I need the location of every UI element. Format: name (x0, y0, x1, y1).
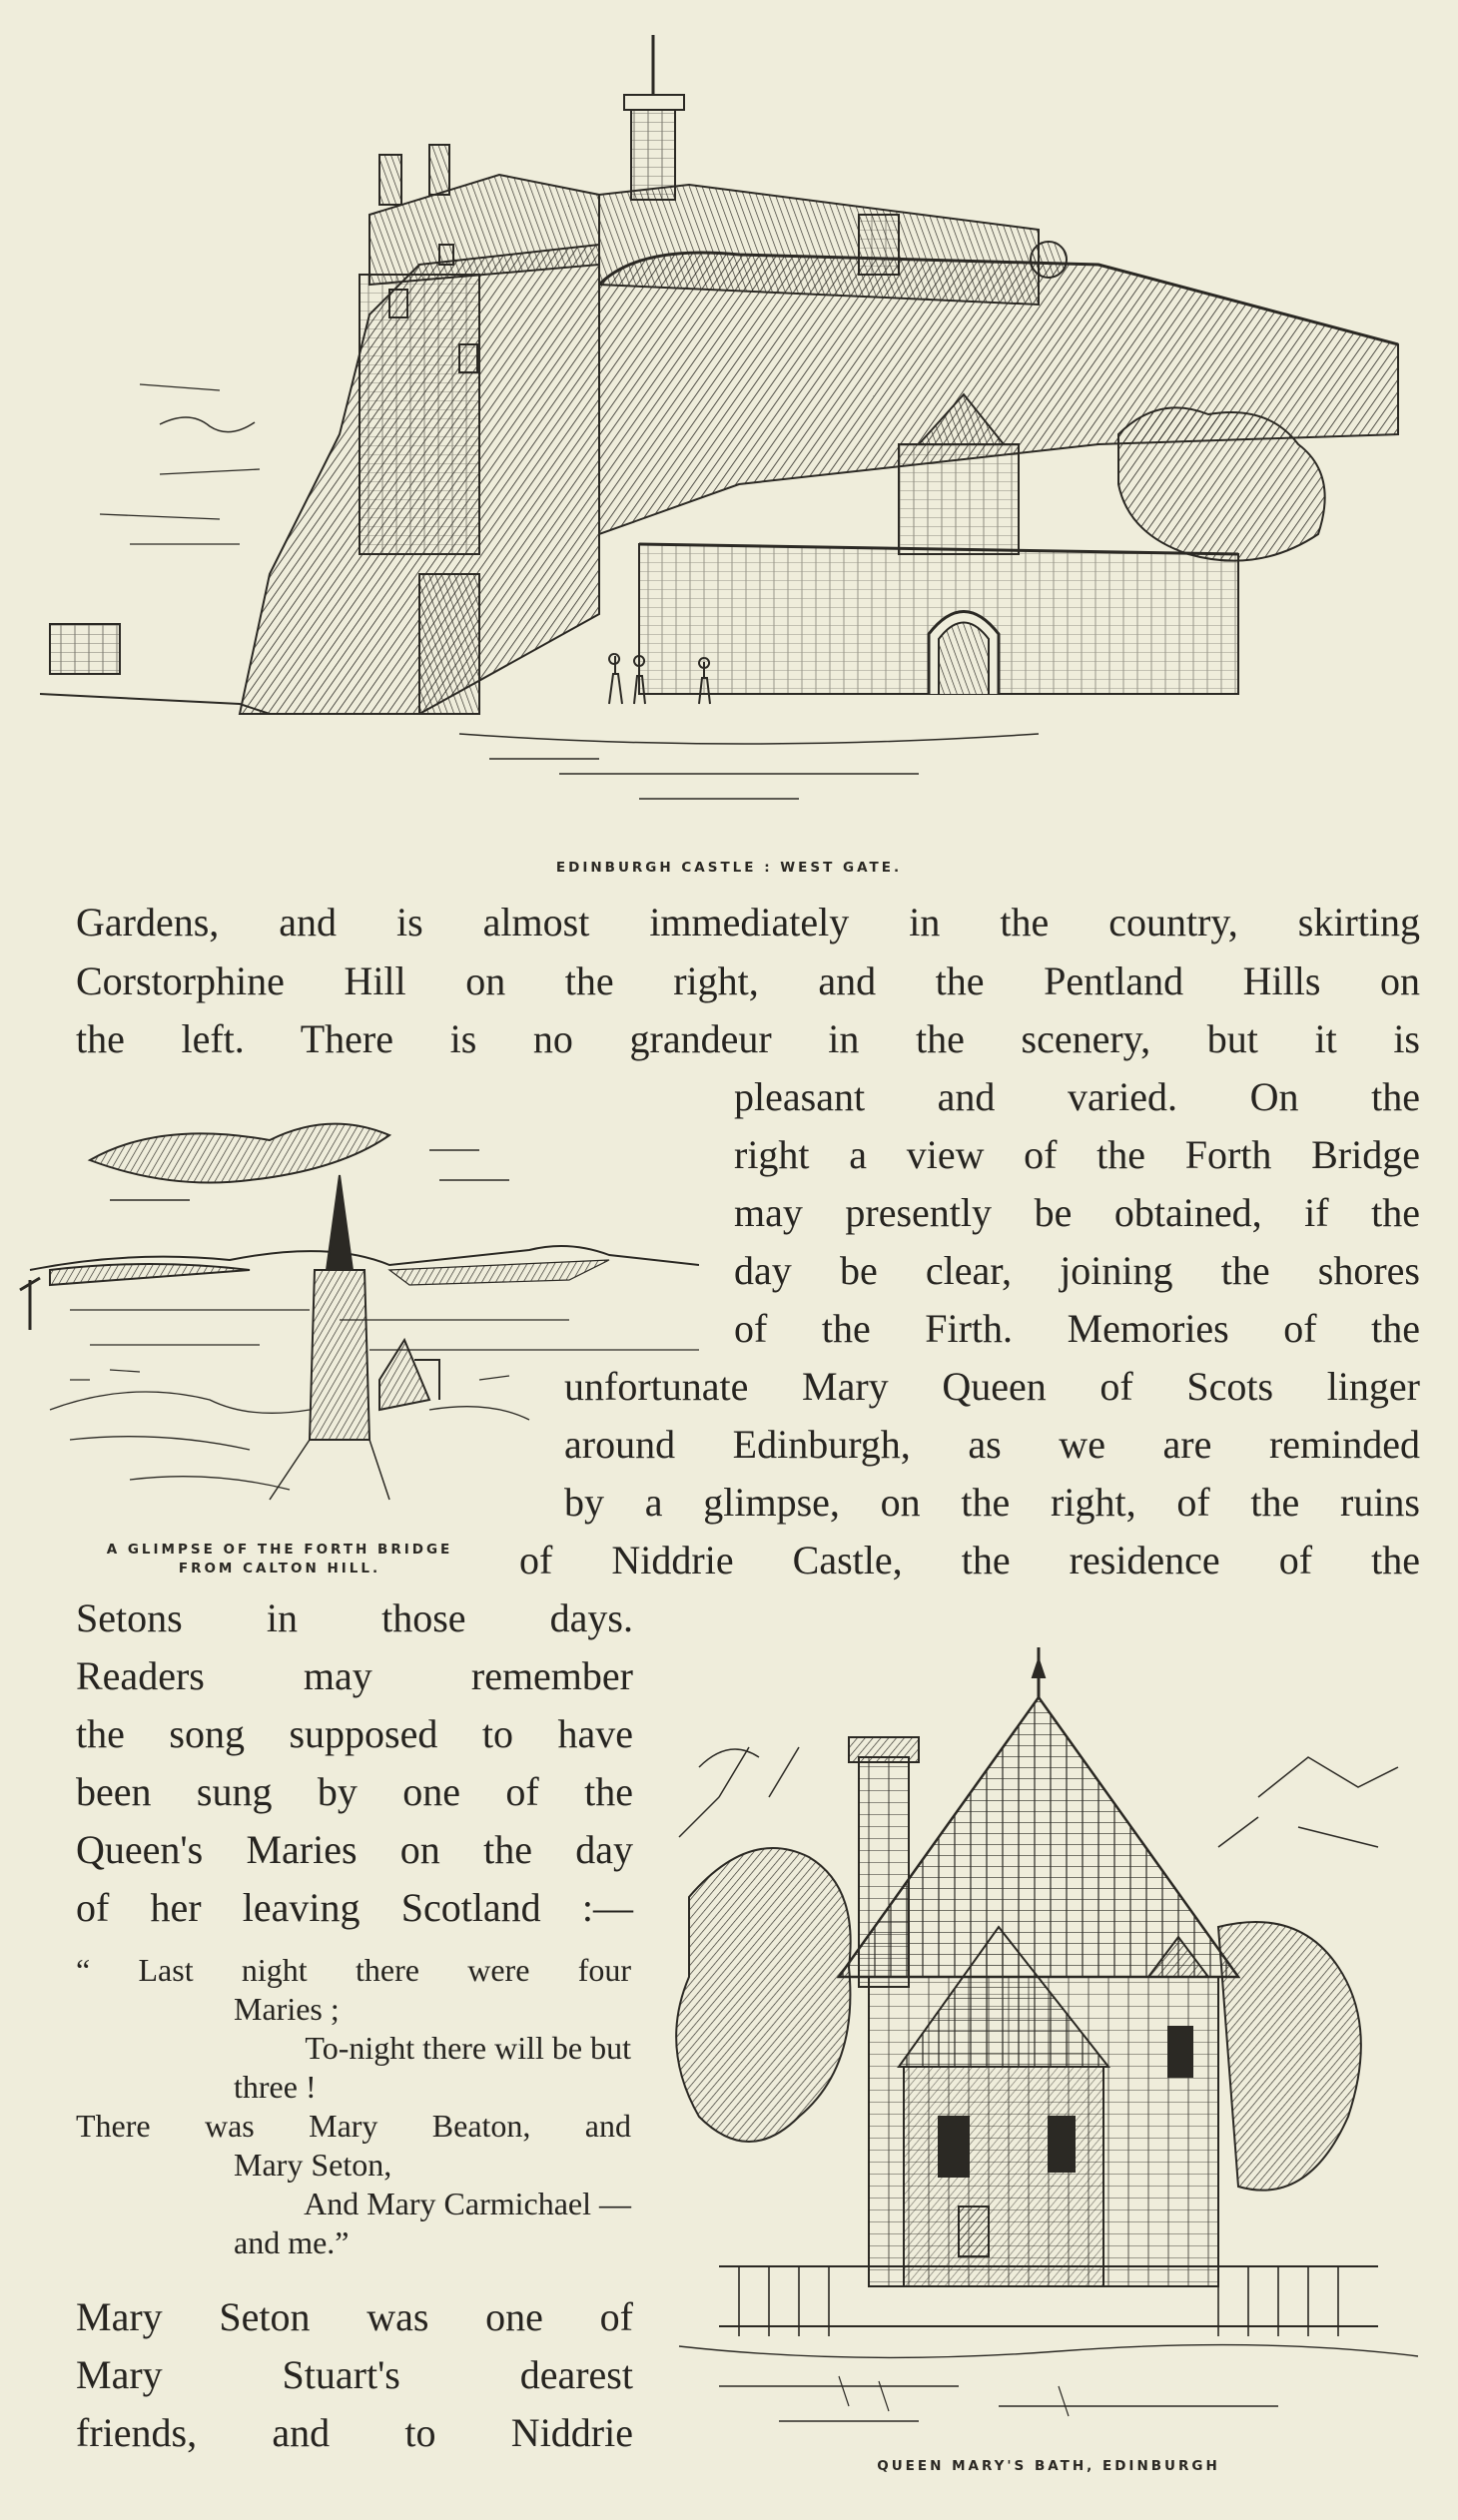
poem-line: To-night there will be but (305, 2030, 631, 2066)
text-line: the left. There is no grandeur in the scenery, but it is (76, 1016, 1420, 1061)
forth-bridge-caption-line1: A GLIMPSE OF THE FORTH BRIDGE (106, 1542, 453, 1558)
poem-line: There was Mary Beaton, and (76, 2108, 631, 2144)
text-line: Queen's Maries on the day (76, 1827, 633, 1872)
text-line: of Niddrie Castle, the residence of the (519, 1538, 1420, 1582)
forth-bridge-caption-line2: FROM CALTON HILL. (178, 1561, 381, 1576)
queen-marys-bath-drawing (659, 1647, 1438, 2436)
text-line: been sung by one of the (76, 1769, 633, 1814)
text-line: Corstorphine Hill on the right, and the Pentland Hills on (76, 958, 1420, 1003)
castle-illustration (40, 15, 1428, 814)
castle-drawing (40, 15, 1428, 814)
text-line: the song supposed to have (76, 1711, 633, 1756)
text-line: pleasant and varied. On the (734, 1074, 1420, 1119)
forth-bridge-caption (30, 1541, 529, 1578)
text-line: Readers may remember (76, 1653, 633, 1698)
text-line: around Edinburgh, as we are reminded (564, 1422, 1420, 1467)
text-line: Setons in those days. (76, 1595, 633, 1640)
queen-marys-bath-caption: QUEEN MARY'S BATH, EDINBURGH (877, 2458, 1220, 2474)
text-line: by a glimpse, on the right, of the ruins (564, 1480, 1420, 1525)
poem-line: And Mary Carmichael — (304, 2186, 631, 2221)
castle-caption: EDINBURGH CASTLE : WEST GATE. (555, 860, 903, 876)
text-line: day be clear, joining the shores (734, 1248, 1420, 1293)
poem-line: Maries ; (234, 1991, 340, 2027)
text-line: Mary Stuart's dearest (76, 2352, 633, 2397)
poem-line: Mary Seton, (234, 2147, 392, 2183)
text-line: may presently be obtained, if the (734, 1190, 1420, 1235)
text-line: friends, and to Niddrie (76, 2410, 633, 2455)
text-line: right a view of the Forth Bridge (734, 1132, 1420, 1177)
poem-line: and me.” (234, 2224, 350, 2260)
text-line: of her leaving Scotland :— (76, 1885, 633, 1930)
text-line: Mary Seton was one of (76, 2294, 633, 2339)
text-line: unfortunate Mary Queen of Scots linger (564, 1364, 1420, 1409)
text-line: of the Firth. Memories of the (734, 1306, 1420, 1351)
queen-marys-bath-illustration (659, 1647, 1438, 2436)
poem-line: three ! (234, 2069, 317, 2105)
poem-line: “ Last night there were four (76, 1952, 631, 1988)
text-line: Gardens, and is almost immediately in the country, skirting (76, 900, 1420, 945)
